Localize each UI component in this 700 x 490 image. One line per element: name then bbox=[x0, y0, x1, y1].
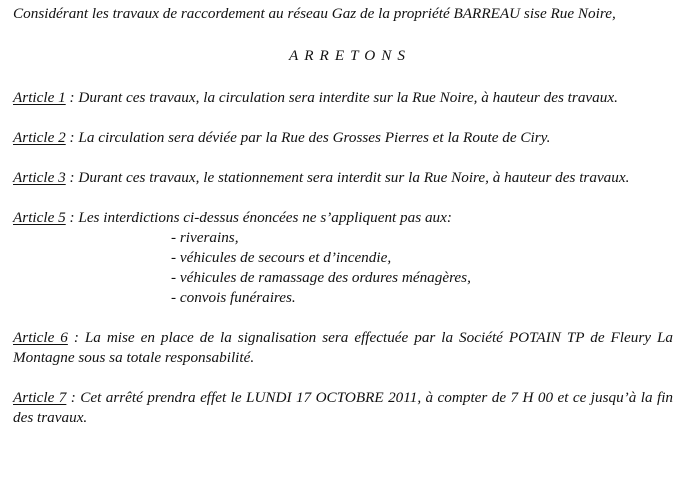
spacer bbox=[13, 66, 673, 88]
spacer bbox=[13, 368, 673, 388]
article-7 bbox=[13, 388, 673, 428]
article-6-text: : La mise en place de la signalisation sera effectuée par la Société POTAIN TP de Fleury La Montagne sous sa totale responsabilité. bbox=[13, 329, 673, 366]
intro-paragraph: Considérant les travaux de raccordement au réseau Gaz de la propriété BARREAU sise Rue Noire, bbox=[13, 5, 616, 22]
spacer bbox=[13, 188, 673, 208]
document-body bbox=[13, 4, 673, 428]
article-3 bbox=[13, 168, 673, 188]
article-1-label: Article 1 bbox=[13, 89, 66, 106]
list-item: - convois funéraires. bbox=[171, 289, 296, 306]
spacer bbox=[13, 108, 673, 128]
exception-list bbox=[13, 228, 673, 308]
article-1-text: : Durant ces travaux, la circulation sera interdite sur la Rue Noire, à hauteur des travaux. bbox=[65, 89, 618, 106]
article-5-label: Article 5 bbox=[13, 209, 66, 226]
article-2-text: : La circulation sera déviée par la Rue des Grosses Pierres et la Route de Ciry. bbox=[65, 129, 551, 146]
article-3-label: Article 3 bbox=[13, 169, 66, 186]
spacer bbox=[13, 24, 673, 46]
spacer bbox=[13, 308, 673, 328]
article-3-text: : Durant ces travaux, le stationnement sera interdit sur la Rue Noire, à hauteur des travaux. bbox=[65, 169, 630, 186]
article-7-label: Article 7 bbox=[13, 389, 67, 406]
article-5-text: : Les interdictions ci-dessus énoncées ne s’appliquent pas aux: bbox=[65, 209, 452, 226]
article-2 bbox=[13, 128, 673, 148]
list-item: - riverains, bbox=[171, 229, 239, 246]
article-7-text: : Cet arrêté prendra effet le LUNDI 17 OCTOBRE 2011, à compter de 7 H 00 et ce jusqu’à la fin des travaux. bbox=[13, 389, 674, 426]
article-1 bbox=[13, 88, 673, 108]
article-6-label: Article 6 bbox=[13, 329, 68, 346]
article-6 bbox=[13, 328, 673, 368]
article-2-label: Article 2 bbox=[13, 129, 66, 146]
decree-heading: ARRETONS bbox=[289, 47, 411, 64]
list-item: - véhicules de ramassage des ordures ménagères, bbox=[171, 269, 471, 286]
list-item: - véhicules de secours et d’incendie, bbox=[171, 249, 392, 266]
spacer bbox=[13, 148, 673, 168]
article-5 bbox=[13, 208, 673, 228]
